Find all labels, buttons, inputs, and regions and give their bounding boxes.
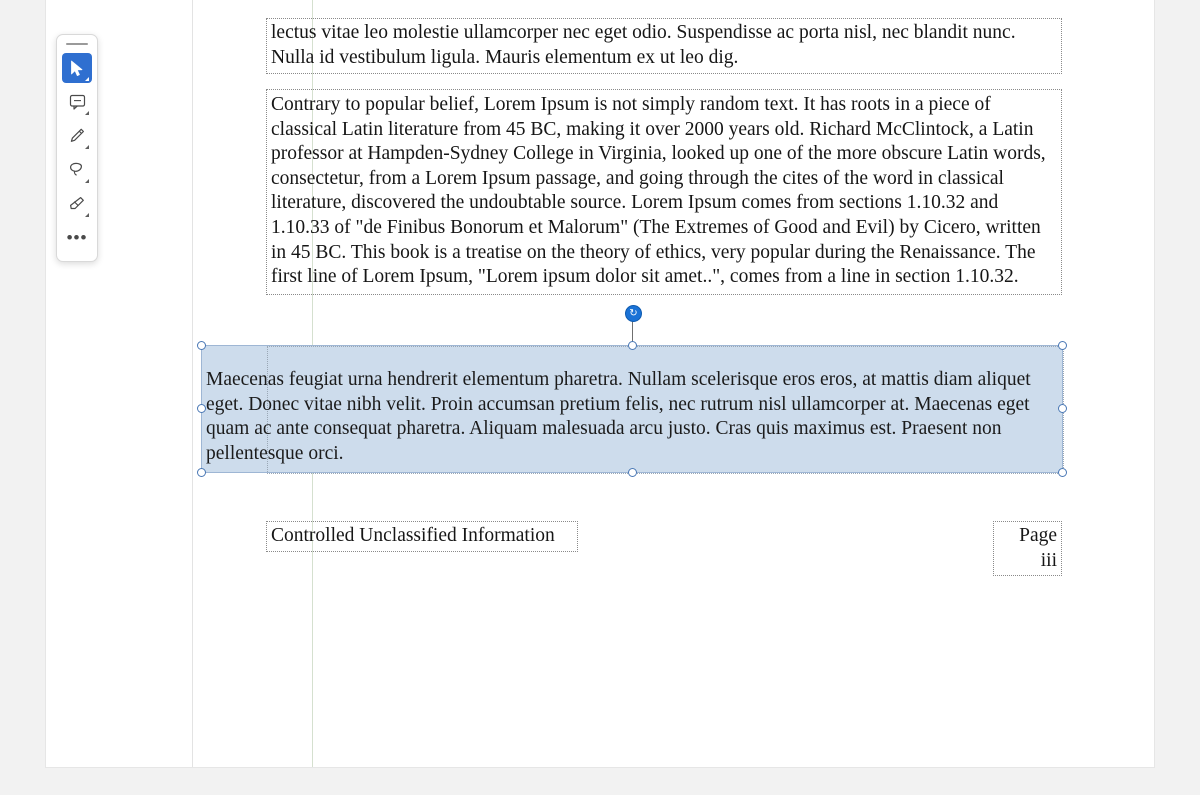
- footer-classification-banner[interactable]: [266, 521, 578, 552]
- tool-select-button[interactable]: [62, 53, 92, 83]
- cursor-arrow-icon: [69, 60, 85, 77]
- tool-options-corner-icon: [85, 77, 89, 81]
- paragraph-text-frame-top[interactable]: [266, 18, 1062, 74]
- tool-highlight-button[interactable]: [62, 121, 92, 151]
- comment-icon: [69, 94, 86, 110]
- paragraph-main-text: Contrary to popular belief, Lorem Ipsum is not simply random text. It has roots in a piece of classical Latin literature from 45 BC, making it over 2000 years old. Richard McClintock, a Latin professor at Hampden-Sydney College in Virginia, looked up one of the more obscure Latin words, consectetur, from a Lorem Ipsum passage, and going through the cites of the word in classical literature, discovered the undoubtable source. Lorem Ipsum comes from sections 1.10.32 and 1.10.33 of "de Finibus Bonorum et Malorum" (The Extremes of Good and Evil) by Cicero, written in 45 BC. This book is a treatise on the theory of ethics, very popular during the Renaissance. The first line of Lorem Ipsum, "Lorem ipsum dolor sit amet..", comes from a line in section 1.10.32.: [271, 94, 1046, 288]
- eraser-icon: [68, 195, 86, 213]
- footer-page-number[interactable]: [993, 521, 1062, 576]
- tool-options-corner-icon: [85, 145, 89, 149]
- footer-right-text: Page iii: [1019, 525, 1057, 571]
- rotate-handle[interactable]: [625, 305, 642, 322]
- selected-textbox[interactable]: [201, 345, 1063, 473]
- ellipsis-icon: •••: [66, 228, 88, 247]
- tool-comment-button[interactable]: [62, 87, 92, 117]
- footer-left-text: Controlled Unclassified Information: [271, 525, 555, 546]
- selected-textbox-text: Maecenas feugiat urna hendrerit elementum pharetra. Nullam scelerisque eros eros, at mattis diam aliquet eget. Donec vitae nibh velit. Proin accumsan pretium felis, nec rutrum nisl ullamcorper at. Maecenas eget quam ac ante consequat pharetra. Aliquam malesuada arcu justo. Cras quis maximus est. Praesent non pellentesque orci.: [206, 369, 1031, 464]
- resize-handle-middle-left[interactable]: [197, 404, 206, 413]
- paragraph-top-text: lectus vitae leo molestie ullamcorper nec eget odio. Suspendisse ac porta nisl, nec blandit nunc. Nulla id vestibulum ligula. Mauris elementum ex ut leo dig.: [271, 22, 1016, 68]
- highlighter-icon: [68, 127, 86, 145]
- tool-lasso-button[interactable]: [62, 155, 92, 185]
- tool-eraser-button[interactable]: [62, 189, 92, 219]
- resize-handle-top-right[interactable]: [1058, 341, 1067, 350]
- resize-handle-bottom-left[interactable]: [197, 468, 206, 477]
- tool-options-corner-icon: [85, 111, 89, 115]
- resize-handle-top-left[interactable]: [197, 341, 206, 350]
- resize-handle-bottom-center[interactable]: [628, 468, 637, 477]
- resize-handle-bottom-right[interactable]: [1058, 468, 1067, 477]
- tool-options-corner-icon: [85, 179, 89, 183]
- page-gutter-divider: [192, 0, 193, 767]
- tool-more-button[interactable]: [62, 223, 92, 253]
- lasso-icon: [68, 161, 86, 179]
- resize-handle-middle-right[interactable]: [1058, 404, 1067, 413]
- resize-handle-top-center[interactable]: [628, 341, 637, 350]
- floating-annotation-toolbar[interactable]: [56, 34, 98, 262]
- paragraph-text-frame-main[interactable]: [266, 89, 1062, 295]
- toolbar-drag-handle[interactable]: [66, 43, 88, 45]
- tool-options-corner-icon: [85, 213, 89, 217]
- rotate-icon: ↻: [629, 308, 638, 319]
